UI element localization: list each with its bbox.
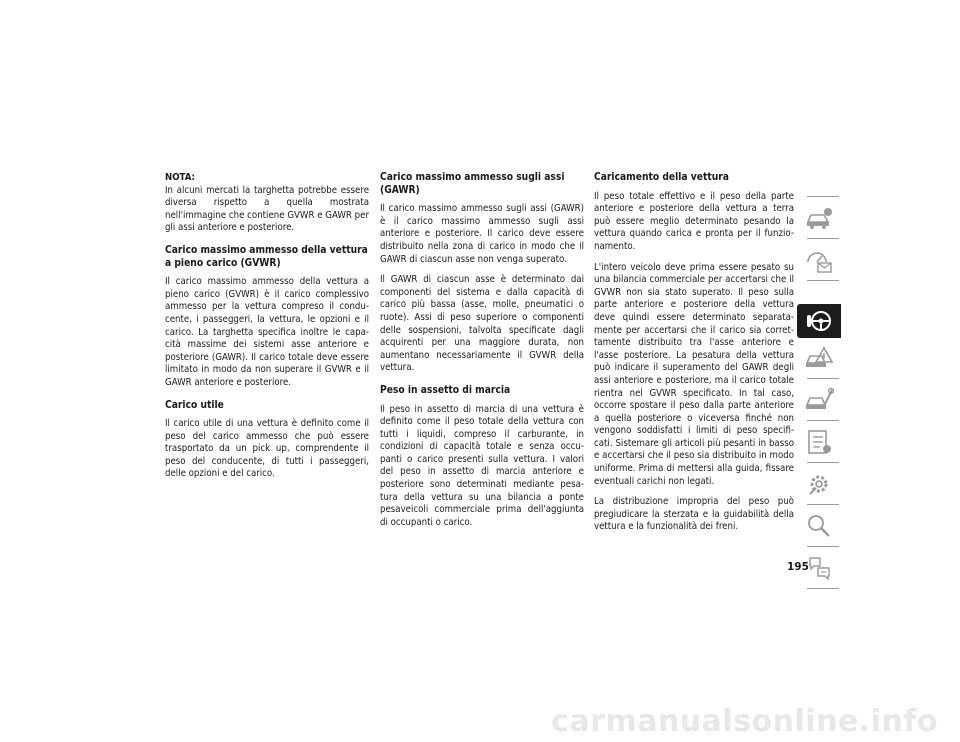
magnifier-icon	[804, 512, 834, 540]
paragraph-caricamento-3: La distribuzione impropria del peso può pregiudicare la sterzata e la guidabilità della vettura e la funzionalità dei freni.	[594, 496, 794, 533]
paragraph-peso-assetto: Il peso in assetto di marcia di una vettura è definito come il peso totale della vettura con tutti i liquidi, compreso il carburante, in condizioni di capacità totale e senza occu-panti o carico presenti sulla vettura. I valori del peso in assetto di marcia anteriore e posteriore sono determinati mediante pesa-tura della vettura su una bilancia a ponte pesaveicoli commerciale prima dell'aggiunta di occupanti o carico.	[380, 403, 584, 528]
column-2	[380, 172, 584, 537]
paragraph-gawr-2: Il GAWR di ciascun asse è determinato dai componenti del sistema e dalla capacità di carico più bassa (asse, molle, pneumatici o ruote). Assi di peso superiore o componenti delle sospensioni, talvolta specificate dagli acquirenti per una maggiore durata, non aumentano necessariamente il GVWR della vettura.	[380, 274, 584, 374]
tab-steering-wheel[interactable]	[797, 304, 841, 338]
tab-language[interactable]	[797, 551, 841, 585]
tab-search[interactable]	[797, 509, 841, 543]
note-text: In alcuni mercati la targhetta potrebbe essere diversa rispetto a quella mostrata nell'immagine che contiene GVWR e GAWR per gli assi anteriore e posteriore.	[165, 184, 369, 234]
paragraph-caricamento-2: L'intero veicolo deve prima essere pesato su una bilancia commerciale per accertarsi che il GVWR non sia stato superato. Il peso sulla parte anteriore e posteriore della vettura deve quindi essere determinato separata-mente per accertarsi che il carico sia corret-tamente distribuito tra l'asse anteriore e l'asse posteriore. La pesatura della vettura può indicare il superamento del GAWR degli assi anteriore e posteriore, ma il carico totale rientra nel GVWR specificato. In tal caso, occorre spostare il peso dalla parte anteriore a quella posteriore o viceversa finché non vengono soddisfatti i limiti di peso specifi-cati. Sistemare gli articoli più pesanti in basso e accertarsi che il peso sia distribuito in modo uniforme. Prima di mettersi alla guida, fissare eventuali carichi non legati.	[594, 261, 794, 487]
car-info-icon	[804, 204, 834, 232]
steering-wheel-icon	[804, 307, 834, 335]
heading-caricamento: Caricamento della vettura	[594, 172, 729, 183]
car-warning-icon	[804, 344, 834, 372]
paragraph-caricamento-1: Il peso totale effettivo e il peso della parte anteriore e posteriore della vettura a terra può essere meglio determinato pesando la vettura quando carica e pronta per il funzio-namento.	[594, 190, 794, 252]
gear-wrench-icon	[804, 470, 834, 498]
checklist-icon	[804, 428, 834, 456]
heading-gawr: Carico massimo ammesso sugli assi (GAWR)	[380, 172, 565, 196]
note-label: NOTA:	[165, 172, 196, 183]
tab-car-info[interactable]	[797, 201, 841, 235]
tab-car-wrench[interactable]	[797, 383, 841, 417]
heading-peso-assetto: Peso in assetto di marcia	[380, 384, 511, 396]
paragraph-gawr-1: Il carico massimo ammesso sugli assi (GAWR) è il carico massimo ammesso sugli assi anteriore e posteriore. Il carico deve essere distribuito nella zona di carico in modo che il GAWR di ciascun asse non venga superato.	[380, 203, 584, 265]
tab-gear-wrench[interactable]	[797, 467, 841, 501]
paragraph-carico-utile: Il carico utile di una vettura è definito come il peso del carico ammesso che può essere trasportato da un pick up, comprendente il peso del conducente, di tutti i passeggeri, delle opzioni e del carico.	[165, 418, 369, 480]
tab-car-warning[interactable]	[797, 341, 841, 375]
dashboard-envelope-icon	[804, 246, 834, 274]
page-number: 195	[787, 561, 809, 573]
watermark: carmanualsonline.info	[551, 703, 938, 739]
tab-dashboard-envelope[interactable]	[797, 243, 841, 277]
note	[165, 172, 369, 235]
column-1	[165, 172, 369, 489]
tab-checklist[interactable]	[797, 425, 841, 459]
column-3	[594, 172, 794, 542]
heading-carico-utile: Carico utile	[165, 399, 224, 411]
paragraph-gvwr: Il carico massimo ammesso della vettura a pieno carico (GVWR) è il carico complessivo ammesso per la vettura compreso il condu-cente, i passeggeri, la vettura, le opzioni e il carico. La targhetta specifica inoltre le capa-cità massime dei sistemi asse anteriore e posteriore (GAWR). Il carico totale deve essere limitato in modo da non superare il GVWR e il GAWR anteriore e posteriore.	[165, 276, 369, 388]
car-wrench-icon	[804, 386, 834, 414]
heading-gvwr: Carico massimo ammesso della vettura a pieno carico (GVWR)	[165, 244, 368, 269]
language-icon	[804, 554, 834, 582]
